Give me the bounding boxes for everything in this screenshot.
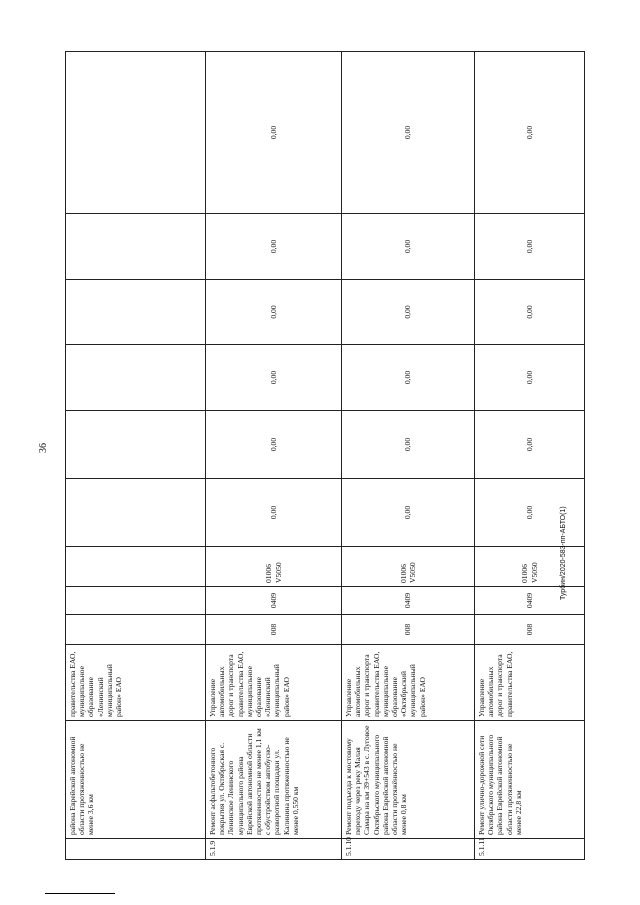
row-value-cell: 0,00 — [206, 345, 342, 411]
table-row — [342, 52, 475, 860]
row-grbs-code-cell: 008 — [342, 615, 475, 645]
row-value-cell: 0,00 — [206, 479, 342, 547]
row-value-cell — [66, 214, 206, 280]
row-value-cell: 0,00 — [342, 280, 475, 345]
row-executor-cell: Управление автомобильных дорог и транспорта правительства ЕАО, — [475, 645, 585, 721]
row-value-cell: 0,00 — [475, 280, 585, 345]
row-grbs-code-cell: 008 — [475, 615, 585, 645]
row-grbs-code-cell: 008 — [206, 615, 342, 645]
row-value-cell: 0,00 — [206, 280, 342, 345]
row-value-cell — [66, 345, 206, 411]
row-value-cell: 0,00 — [475, 411, 585, 479]
row-value-cell: 0,00 — [342, 345, 475, 411]
row-executor-cell: правительства ЕАО, муниципальное образование «Ленинский муниципальный район» ЕАО — [66, 645, 206, 721]
row-name-cell: Ремонт улично-дорожной сети Октябрьского муниципального района Еврейской автономной области протяженностью не менее 22,8 км — [475, 721, 585, 839]
row-value-cell: 0,00 — [475, 345, 585, 411]
program-table — [65, 51, 585, 860]
row-section-code-cell — [66, 587, 206, 615]
footer-document-code: Турбин/2020-583-пп-АБТО(1) — [560, 506, 567, 600]
row-grbs-code-cell — [66, 615, 206, 645]
row-value-cell — [66, 411, 206, 479]
row-name-cell: района Еврейской автономной области протяженностью не менее 3,6 км — [66, 721, 206, 839]
table-row — [66, 52, 206, 860]
row-value-cell: 0,00 — [206, 214, 342, 280]
row-value-cell: 0,00 — [206, 411, 342, 479]
row-value-cell: 0,00 — [206, 52, 342, 214]
row-number-cell — [66, 839, 206, 860]
row-executor-cell: Управление автомобильных дорог и транспорта правительства ЕАО, муниципальное образование «Ленинский муниципальный район» ЕАО — [206, 645, 342, 721]
row-value-cell — [66, 280, 206, 345]
row-value-cell: 0,00 — [342, 411, 475, 479]
page-number: 36 — [38, 443, 49, 453]
row-number-cell: 5.1.9 — [206, 839, 342, 860]
row-number-cell: 5.1.10 — [342, 839, 475, 860]
row-value-cell — [66, 479, 206, 547]
table-row — [206, 52, 342, 860]
row-value-cell: 0,00 — [475, 479, 585, 547]
row-target-code-cell: 01006 V5050 — [206, 547, 342, 587]
row-section-code-cell: 0409 — [206, 587, 342, 615]
row-value-cell: 0,00 — [342, 479, 475, 547]
footer-divider — [45, 893, 115, 894]
row-value-cell: 0,00 — [475, 52, 585, 214]
row-name-cell: Ремонт асфальтобетонного покрытия ул. Октябрьская с. Ленинское Ленинского муниципального района Еврейской автономной области протяженностью не менее 1,1 км с обустройством автобусно-разворотной площадки ул. Калинина протяженностью не менее 0,550 км — [206, 721, 342, 839]
row-number-cell: 5.1.11 — [475, 839, 585, 860]
row-target-code-cell: 01006 V5050 — [475, 547, 585, 587]
row-name-cell: Ремонт подъезда к мостовому переходу через реку Малая Самара на км 39+543 в с. Луговое Октябрьского муниципального района Еврейской автономной области протяжённостью не менее 0,8 км — [342, 721, 475, 839]
rotated-table-wrapper — [65, 52, 584, 860]
row-section-code-cell: 0409 — [475, 587, 585, 615]
row-value-cell: 0,00 — [342, 214, 475, 280]
row-executor-cell: Управление автомобильных дорог и транспорта правительства ЕАО, муниципальное образование «Октябрьский муниципальный район» ЕАО — [342, 645, 475, 721]
row-section-code-cell: 0409 — [342, 587, 475, 615]
row-value-cell: 0,00 — [475, 214, 585, 280]
row-target-code-cell: 01006 V5050 — [342, 547, 475, 587]
row-value-cell — [66, 52, 206, 214]
row-value-cell: 0,00 — [342, 52, 475, 214]
row-target-code-cell — [66, 547, 206, 587]
